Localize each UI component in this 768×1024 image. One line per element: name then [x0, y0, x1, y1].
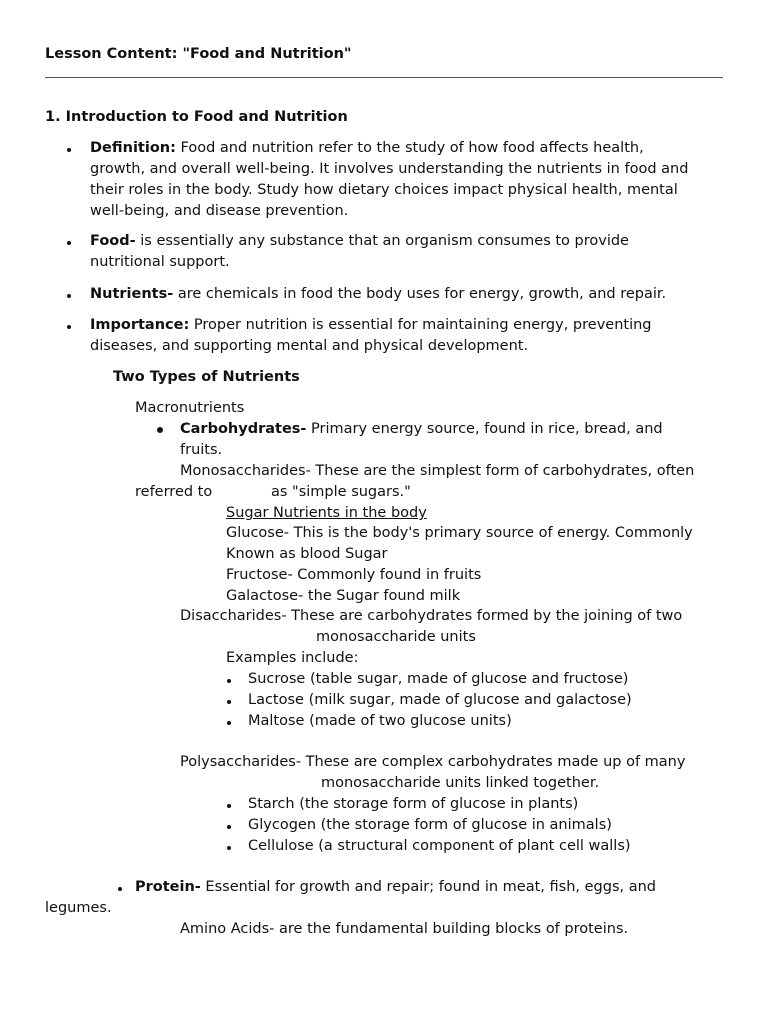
title-divider	[45, 77, 723, 78]
bullet-icon	[227, 679, 231, 683]
nutrients-term: Nutrients-	[90, 286, 174, 302]
polysaccharides-line-2: monosaccharide units linked together.	[321, 775, 600, 791]
monosaccharides-line-2a: referred to	[135, 484, 213, 500]
definition-line-4: well-being, and disease prevention.	[90, 203, 349, 219]
amino-acids-line: Amino Acids- are the fundamental building blocks of proteins.	[180, 921, 629, 937]
examples-label: Examples include:	[226, 650, 359, 666]
importance-term: Importance:	[90, 317, 190, 333]
carbohydrates-line-1	[180, 419, 663, 440]
list-item: Sucrose (table sugar, made of glucose and fructose)	[248, 671, 629, 687]
macronutrients-label: Macronutrients	[135, 400, 245, 416]
importance-text: Proper nutrition is essential for maintaining energy, preventing	[189, 317, 652, 333]
protein-term: Protein-	[135, 879, 201, 895]
food-line-2: nutritional support.	[90, 254, 230, 270]
list-item: Starch (the storage form of glucose in plants)	[248, 796, 579, 812]
monosaccharides-line-1: Monosaccharides- These are the simplest form of carbohydrates, often	[180, 463, 695, 479]
nutrient-types-heading: Two Types of Nutrients	[113, 369, 300, 385]
carbohydrates-line-2: fruits.	[180, 442, 223, 458]
list-item: Glycogen (the storage form of glucose in animals)	[248, 817, 612, 833]
bullet-icon	[227, 846, 231, 850]
definition-text: Food and nutrition refer to the study of how food affects health,	[175, 140, 644, 156]
protein-text: Essential for growth and repair; found in meat, fish, eggs, and	[200, 879, 656, 895]
carbohydrates-term: Carbohydrates-	[180, 421, 307, 437]
protein-line-2: legumes.	[45, 900, 112, 916]
definition-line-3: their roles in the body. Study how dietary choices impact physical health, mental	[90, 182, 678, 198]
importance-line-1	[90, 315, 652, 336]
bullet-icon	[67, 148, 71, 152]
monosaccharides-line-2b: as "simple sugars."	[271, 484, 411, 500]
bullet-icon	[67, 325, 71, 329]
bullet-icon	[157, 427, 163, 433]
polysaccharides-line-1: Polysaccharides- These are complex carbohydrates made up of many	[180, 754, 686, 770]
disaccharides-line-1: Disaccharides- These are carbohydrates formed by the joining of two	[180, 608, 683, 624]
section-heading: 1. Introduction to Food and Nutrition	[45, 109, 348, 125]
bullet-icon	[67, 294, 71, 298]
list-item: Cellulose (a structural component of plant cell walls)	[248, 838, 631, 854]
bullet-icon	[67, 241, 71, 245]
bullet-icon	[227, 700, 231, 704]
glucose-line-1: Glucose- This is the body's primary source of energy. Commonly	[226, 525, 693, 541]
bullet-icon	[227, 804, 231, 808]
nutrients-text: are chemicals in food the body uses for energy, growth, and repair.	[173, 286, 667, 302]
definition-line-1	[90, 138, 644, 159]
list-item: Maltose (made of two glucose units)	[248, 713, 512, 729]
food-term: Food-	[90, 233, 136, 249]
protein-line-1	[135, 877, 656, 898]
fructose-line: Fructose- Commonly found in fruits	[226, 567, 482, 583]
sugar-nutrients-heading: Sugar Nutrients in the body	[226, 505, 427, 521]
carbohydrates-text: Primary energy source, found in rice, bread, and	[306, 421, 663, 437]
document-title: Lesson Content: "Food and Nutrition"	[45, 46, 352, 62]
bullet-icon	[227, 825, 231, 829]
definition-term: Definition:	[90, 140, 176, 156]
galactose-line: Galactose- the Sugar found milk	[226, 588, 461, 604]
bullet-icon	[118, 887, 122, 891]
nutrients-line-1	[90, 284, 666, 305]
bullet-icon	[227, 721, 231, 725]
disaccharides-line-2: monosaccharide units	[316, 629, 476, 645]
list-item: Lactose (milk sugar, made of glucose and galactose)	[248, 692, 632, 708]
food-line-1	[90, 231, 629, 252]
importance-line-2: diseases, and supporting mental and physical development.	[90, 338, 529, 354]
definition-line-2: growth, and overall well-being. It involves understanding the nutrients in food and	[90, 161, 689, 177]
food-text: is essentially any substance that an organism consumes to provide	[135, 233, 629, 249]
glucose-line-2: Known as blood Sugar	[226, 546, 388, 562]
